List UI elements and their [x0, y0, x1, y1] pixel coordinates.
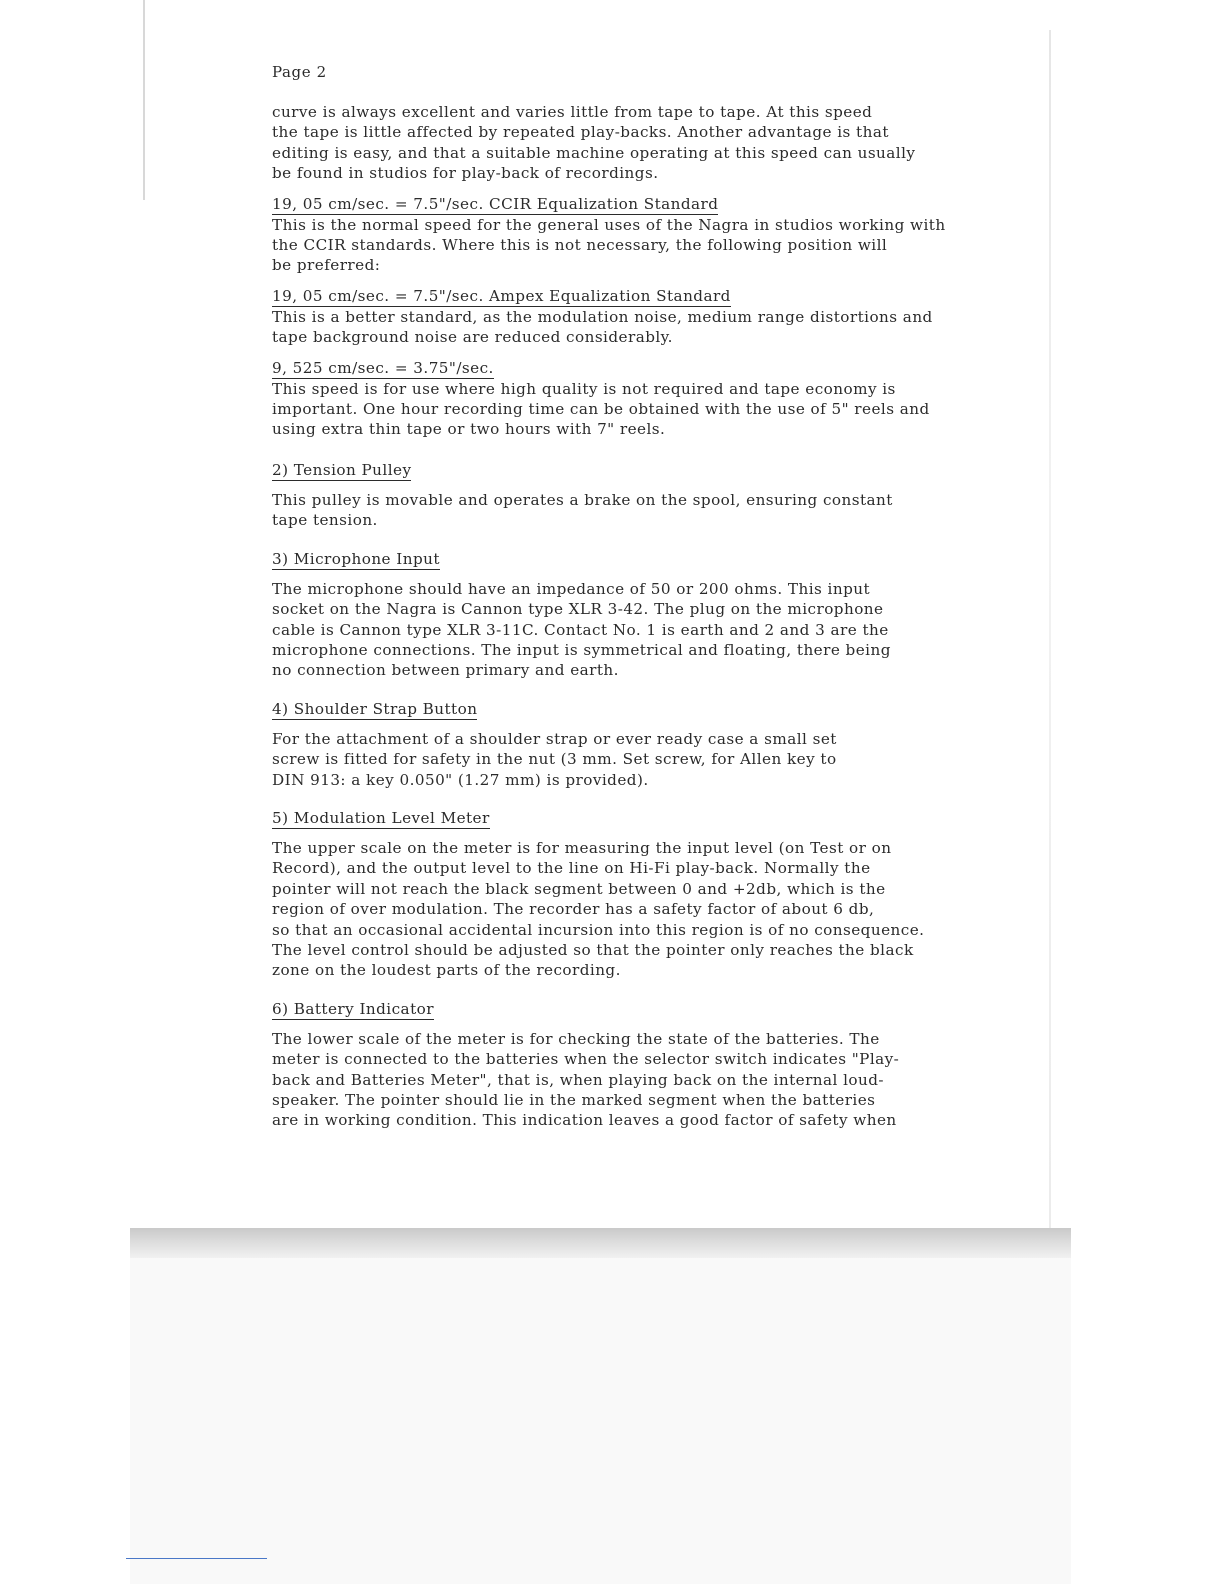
section-paragraph	[272, 579, 1032, 681]
text-line: be found in studios for play-back of recordings.	[272, 164, 659, 183]
text-line: This speed is for use where high quality is not required and tape economy is	[272, 379, 896, 398]
speed-heading-ampex: 19, 05 cm/sec. = 7.5"/sec. Ampex Equalization Standard	[272, 286, 731, 305]
text-line: The level control should be adjusted so that the pointer only reaches the black	[272, 940, 914, 959]
section-microphone-input	[272, 549, 1032, 681]
speed-heading-ccir: 19, 05 cm/sec. = 7.5"/sec. CCIR Equalization Standard	[272, 194, 719, 213]
text-line: socket on the Nagra is Cannon type XLR 3-42. The plug on the microphone	[272, 600, 884, 619]
text-line: curve is always excellent and varies little from tape to tape. At this speed	[272, 103, 873, 121]
text-line: cable is Cannon type XLR 3-11C. Contact No. 1 is earth and 2 and 3 are the	[272, 620, 889, 639]
section-heading: 3) Microphone Input	[272, 549, 440, 568]
section-heading: 5) Modulation Level Meter	[272, 808, 490, 827]
text-line: the tape is little affected by repeated play-backs. Another advantage is that	[272, 123, 889, 142]
text-line: so that an occasional accidental incursion into this region is of no consequence.	[272, 920, 925, 939]
text-line: important. One hour recording time can be obtained with the use of 5" reels and	[272, 400, 930, 419]
text-line: The lower scale of the meter is for checking the state of the batteries. The	[272, 1029, 880, 1048]
text-line: This is the normal speed for the general uses of the Nagra in studios working with	[272, 215, 946, 234]
text-line: The upper scale on the meter is for measuring the input level (on Test or on	[272, 838, 892, 857]
text-line: zone on the loudest parts of the recording.	[272, 961, 621, 980]
text-line: Record), and the output level to the line on Hi-Fi play-back. Normally the	[272, 859, 871, 878]
lower-sheet	[130, 1228, 1071, 1584]
text-line: no connection between primary and earth.	[272, 661, 619, 680]
section-paragraph	[272, 490, 1032, 531]
speed-heading-low: 9, 525 cm/sec. = 3.75"/sec.	[272, 358, 494, 377]
speed-ccir-paragraph	[272, 215, 1032, 276]
document-page	[272, 62, 1032, 1131]
text-line: back and Batteries Meter", that is, when playing back on the internal loud-	[272, 1070, 884, 1089]
text-line: be preferred:	[272, 256, 381, 275]
speed-ampex-block	[272, 286, 1032, 348]
text-line: are in working condition. This indication leaves a good factor of safety when	[272, 1111, 897, 1130]
section-battery-indicator	[272, 999, 1032, 1131]
page-number: Page 2	[272, 63, 327, 81]
speed-ccir-block	[272, 194, 1032, 276]
section-modulation-level-meter	[272, 808, 1032, 981]
scan-blue-line	[126, 1558, 267, 1559]
text-line: tape tension.	[272, 511, 378, 530]
text-line: tape background noise are reduced considerably.	[272, 328, 673, 347]
text-line: The microphone should have an impedance of 50 or 200 ohms. This input	[272, 579, 871, 598]
text-line: screw is fitted for safety in the nut (3 mm. Set screw, for Allen key to	[272, 750, 837, 769]
speed-low-paragraph	[272, 379, 1032, 440]
text-line: This is a better standard, as the modulation noise, medium range distortions and	[272, 307, 933, 326]
section-heading: 4) Shoulder Strap Button	[272, 699, 478, 718]
section-paragraph	[272, 1029, 1032, 1131]
section-shoulder-strap-button	[272, 699, 1032, 790]
section-heading: 6) Battery Indicator	[272, 999, 434, 1018]
intro-paragraph	[272, 102, 1032, 184]
scan-shadow-band	[130, 1228, 1071, 1258]
text-line: This pulley is movable and operates a brake on the spool, ensuring constant	[272, 490, 893, 509]
text-line: using extra thin tape or two hours with 7" reels.	[272, 420, 666, 439]
scan-edge-right	[1049, 30, 1051, 1230]
text-line: pointer will not reach the black segment between 0 and +2db, which is the	[272, 879, 886, 898]
text-line: the CCIR standards. Where this is not necessary, the following position will	[272, 236, 888, 255]
speed-ampex-paragraph	[272, 307, 1032, 348]
section-paragraph	[272, 838, 1032, 981]
text-line: region of over modulation. The recorder has a safety factor of about 6 db,	[272, 900, 875, 919]
scan-edge-left	[143, 0, 145, 200]
section-heading: 2) Tension Pulley	[272, 460, 412, 479]
text-line: editing is easy, and that a suitable machine operating at this speed can usually	[272, 143, 916, 162]
speed-low-block	[272, 358, 1032, 440]
text-line: For the attachment of a shoulder strap or ever ready case a small set	[272, 729, 837, 748]
text-line: meter is connected to the batteries when the selector switch indicates "Play-	[272, 1050, 900, 1069]
section-paragraph	[272, 729, 1032, 790]
text-line: microphone connections. The input is symmetrical and floating, there being	[272, 640, 891, 659]
text-line: DIN 913: a key 0.050" (1.27 mm) is provided).	[272, 770, 649, 789]
text-line: speaker. The pointer should lie in the marked segment when the batteries	[272, 1091, 876, 1109]
section-tension-pulley	[272, 460, 1032, 531]
